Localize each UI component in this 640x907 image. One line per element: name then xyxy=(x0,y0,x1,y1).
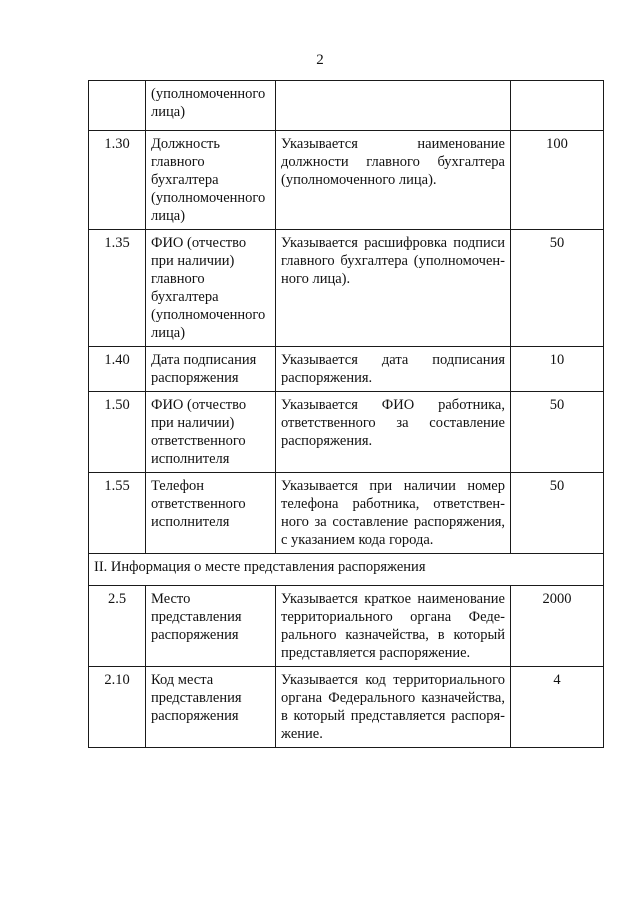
row-length: 50 xyxy=(511,392,604,473)
table-row xyxy=(89,586,604,667)
row-field-name: Код места представления распоряжения xyxy=(146,667,276,748)
row-length: 100 xyxy=(511,131,604,230)
row-description: Указывается краткое наименование территориального органа Федерального казначейства, в который представляется распоряжение. xyxy=(276,586,511,667)
row-code: 2.5 xyxy=(89,586,146,667)
table-row xyxy=(89,347,604,392)
row-description: Указывается наименование должности главного бухгалтера (уполномоченного лица). xyxy=(276,131,511,230)
row-description: Указывается расшифровка подписи главного бухгалтера (уполномоченного лица). xyxy=(276,230,511,347)
row-description: Указывается при наличии номер телефона работника, ответственного за составление распоряжения, с указанием кода города. xyxy=(276,473,511,554)
page-number: 2 xyxy=(316,52,324,68)
table-row xyxy=(89,230,604,347)
row-length: 10 xyxy=(511,347,604,392)
row-field-name: ФИО (отчество при наличии) главного бухгалтера (уполномоченного лица) xyxy=(146,230,276,347)
row-field-name: ФИО (отчество при наличии) ответственного исполнителя xyxy=(146,392,276,473)
row-code: 1.50 xyxy=(89,392,146,473)
row-length: 2000 xyxy=(511,586,604,667)
requisites-table xyxy=(88,80,604,748)
row-code xyxy=(89,81,146,131)
table-row xyxy=(89,392,604,473)
table-row xyxy=(89,667,604,748)
row-length: 50 xyxy=(511,230,604,347)
row-code: 1.40 xyxy=(89,347,146,392)
table-row xyxy=(89,131,604,230)
table-row xyxy=(89,473,604,554)
row-description: Указывается код территориального органа Федерального казначейства, в который представляется распоряжение. xyxy=(276,667,511,748)
row-length xyxy=(511,81,604,131)
row-field-name: (уполномоченного лица) xyxy=(146,81,276,131)
row-field-name: Место представления распоряжения xyxy=(146,586,276,667)
row-field-name: Дата подписания распоряжения xyxy=(146,347,276,392)
row-field-name: Телефон ответственного исполнителя xyxy=(146,473,276,554)
section-header-row xyxy=(89,554,604,586)
row-description: Указывается ФИО работника, ответственного за составление распоряжения. xyxy=(276,392,511,473)
table-row xyxy=(89,81,604,131)
row-description xyxy=(276,81,511,131)
row-description: Указывается дата подписания распоряжения. xyxy=(276,347,511,392)
row-code: 1.35 xyxy=(89,230,146,347)
section-title: II. Информация о месте представления распоряжения xyxy=(89,554,604,586)
row-field-name: Должность главного бухгалтера (уполномоченного лица) xyxy=(146,131,276,230)
row-code: 2.10 xyxy=(89,667,146,748)
row-code: 1.55 xyxy=(89,473,146,554)
row-length: 4 xyxy=(511,667,604,748)
row-length: 50 xyxy=(511,473,604,554)
row-code: 1.30 xyxy=(89,131,146,230)
